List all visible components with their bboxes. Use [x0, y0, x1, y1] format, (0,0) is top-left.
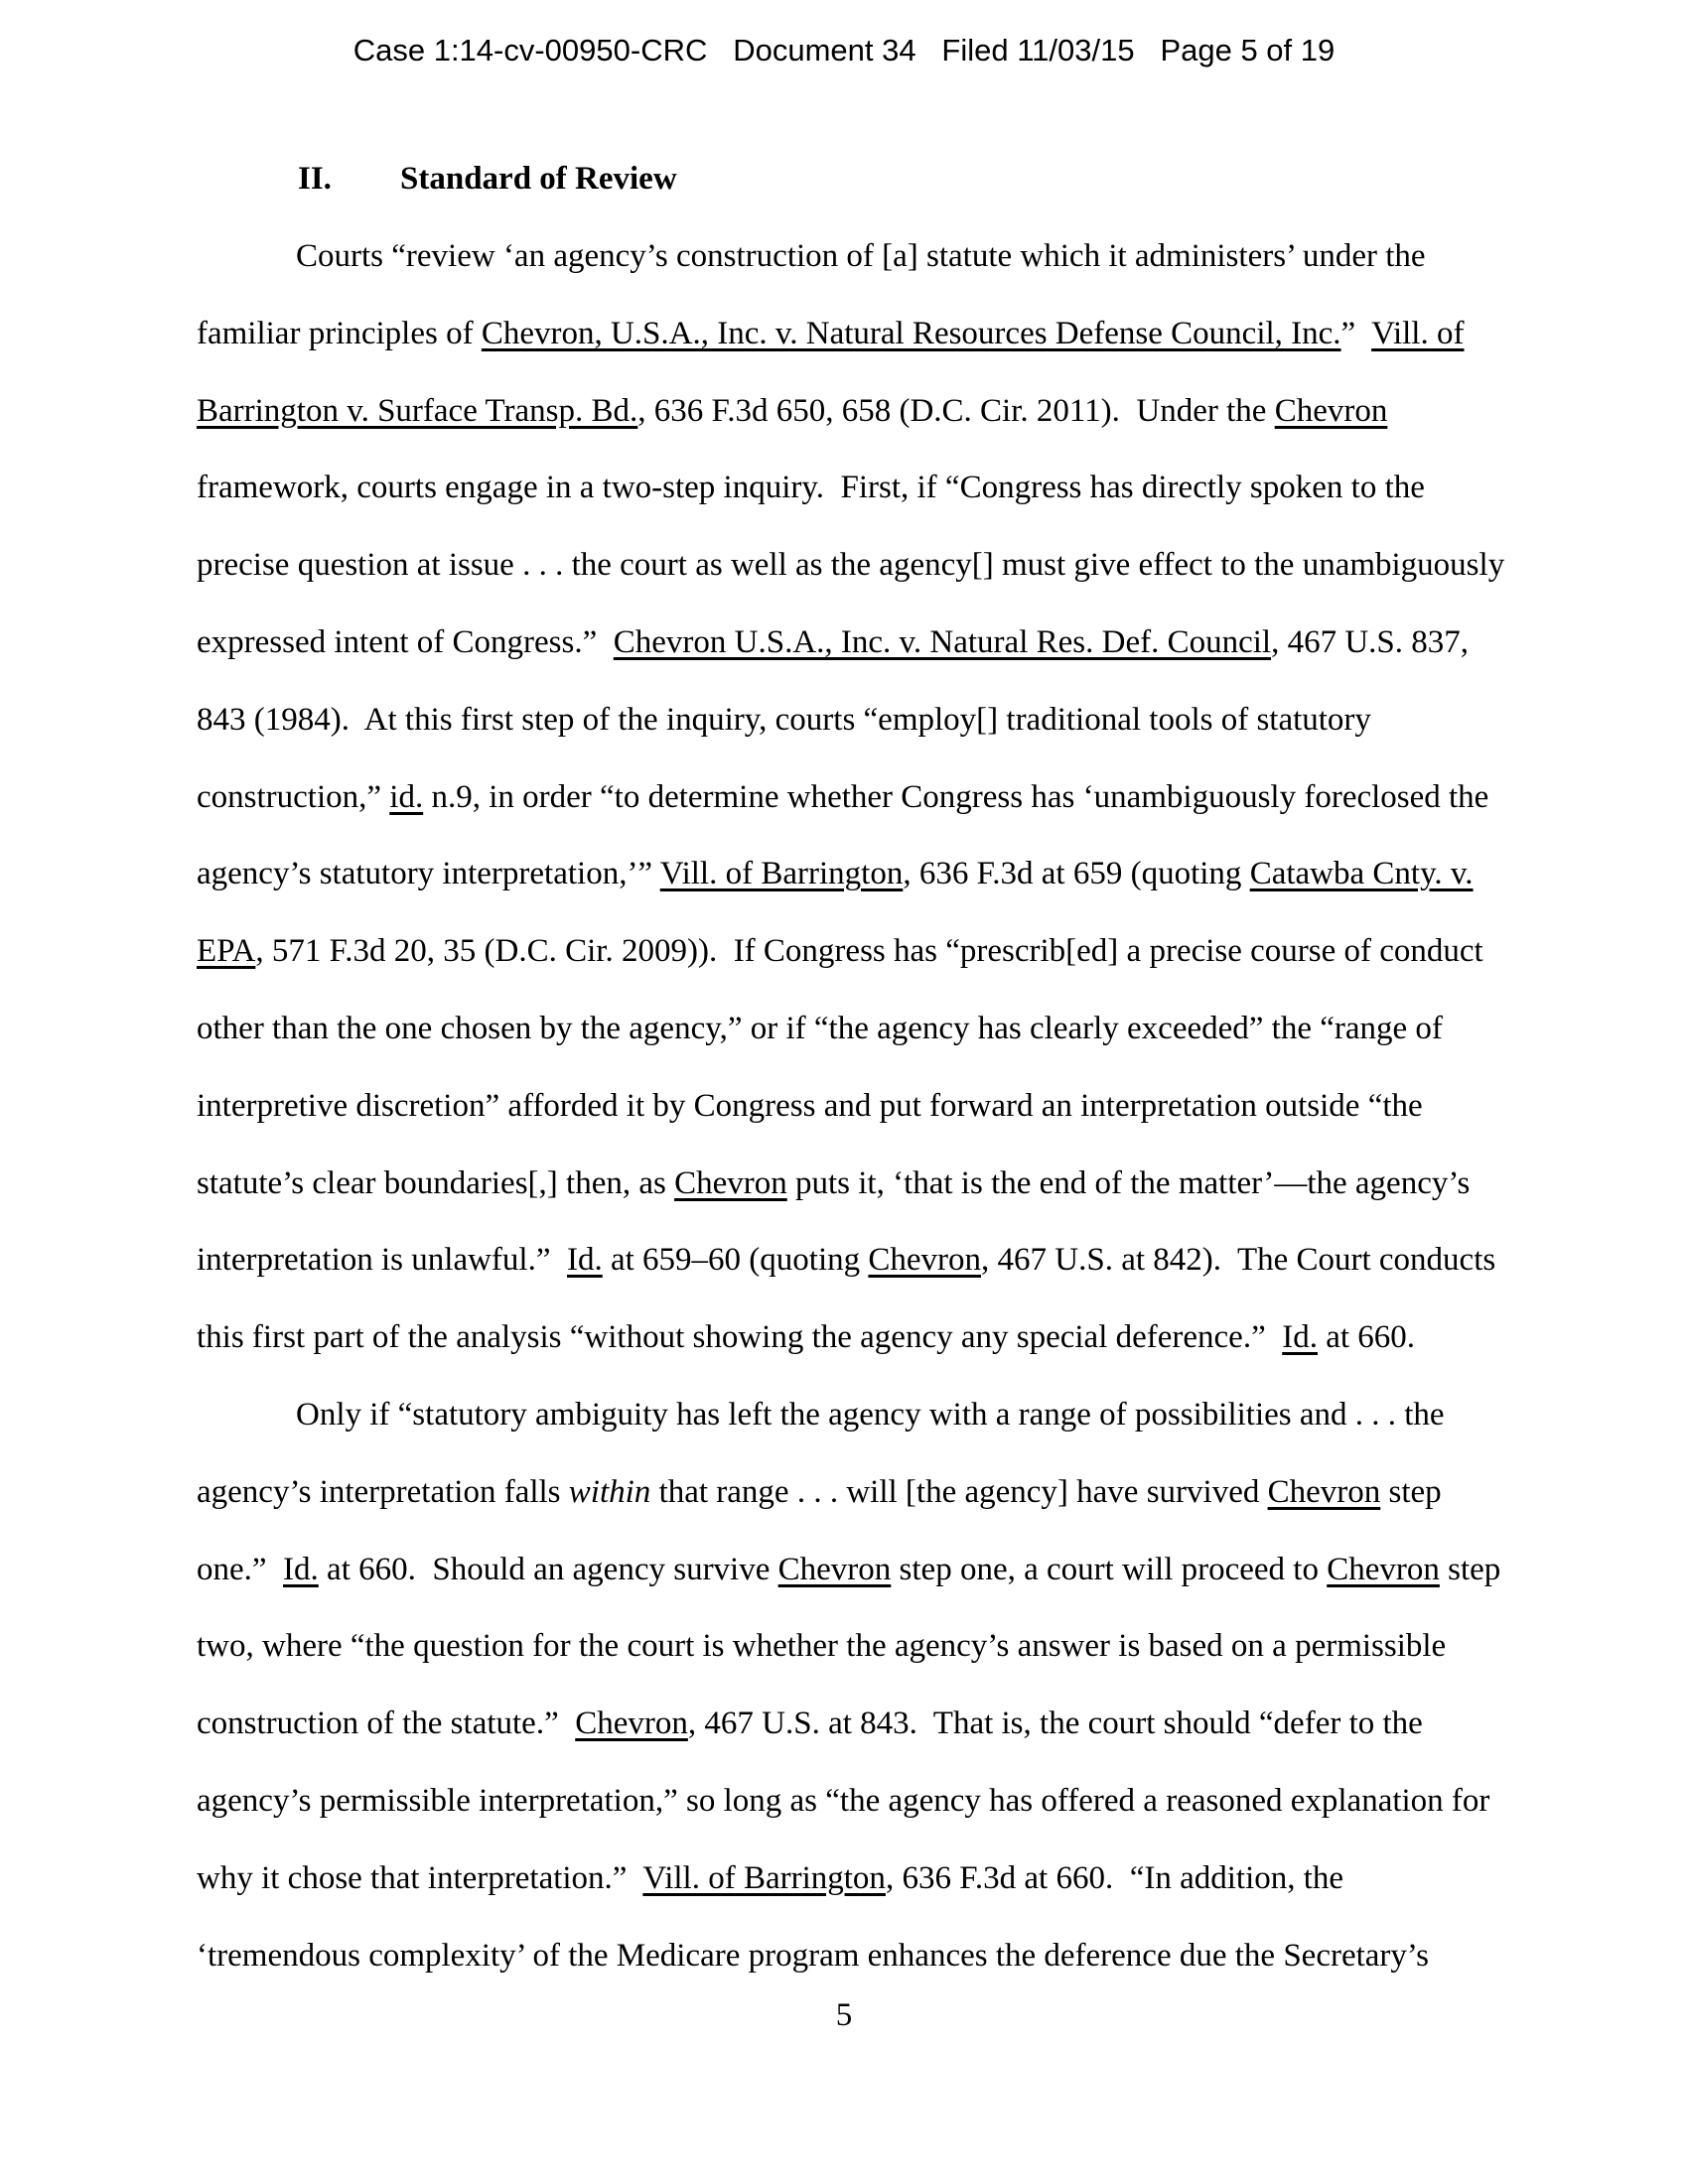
body-text-segment: agency’s permissible interpretation,” so long as “the agency has offered a reasoned explanation for	[197, 1782, 1490, 1819]
body-line	[197, 527, 1587, 605]
body-line	[197, 1532, 1587, 1609]
body-line	[197, 991, 1587, 1068]
section-heading-title: Standard of Review	[400, 161, 677, 197]
body-text-segment: construction of the statute.”	[197, 1706, 576, 1742]
document-body	[197, 218, 1587, 1994]
body-text-segment: one.”	[197, 1551, 284, 1587]
body-text-segment: , 636 F.3d at 659 (quoting	[903, 856, 1250, 892]
citation-underlined: Chevron	[575, 1706, 688, 1742]
body-text-segment: why it chose that interpretation.”	[197, 1859, 643, 1896]
body-text-segment: interpretive discretion” afforded it by Congress and put forward an interpretation outside “the	[197, 1087, 1423, 1124]
body-text-segment: , 571 F.3d 20, 35 (D.C. Cir. 2009)). If Congress has “prescrib[ed] a precise course of conduct	[255, 933, 1483, 970]
body-line	[197, 1686, 1587, 1763]
citation-underlined: Chevron	[868, 1242, 982, 1279]
body-text-segment: at 660. Should an agency survive	[318, 1551, 778, 1587]
case-filing-stamp: Case 1:14-cv-00950-CRC Document 34 Filed 11/03/15 Page 5 of 19	[352, 33, 1336, 68]
body-text-segment: ‘tremendous complexity’ of the Medicare program enhances the deference due the Secretary’s	[197, 1937, 1429, 1974]
citation-underlined: EPA	[197, 933, 256, 970]
body-text-segment: agency’s interpretation falls	[197, 1473, 569, 1510]
body-text-segment: , 636 F.3d at 660. “In addition, the	[885, 1859, 1344, 1896]
body-text-segment: n.9, in order “to determine whether Congress has ‘unambiguously foreclosed the	[423, 778, 1489, 815]
body-line	[197, 218, 1587, 296]
body-line	[197, 1454, 1587, 1532]
body-text-segment: this first part of the analysis “without showing the agency any special deference.”	[197, 1319, 1283, 1356]
body-text-segment: expressed intent of Congress.”	[197, 623, 614, 660]
body-text-segment: , 467 U.S. at 843. That is, the court should “defer to the	[687, 1706, 1423, 1742]
body-text-segment: Only if “statutory ambiguity has left the agency with a range of possibilities and . . . the	[296, 1396, 1445, 1433]
citation-underlined: Catawba Cnty. v.	[1249, 856, 1474, 892]
body-text-segment: , 467 U.S. 837,	[1271, 623, 1470, 660]
body-line	[197, 1068, 1587, 1146]
body-line	[197, 450, 1587, 527]
body-text-segment: that range . . . will [the agency] have survived	[650, 1473, 1268, 1510]
body-text-segment: agency’s statutory interpretation,’”	[197, 856, 660, 892]
body-line	[197, 1222, 1587, 1299]
citation-underlined: Vill. of Barrington	[642, 1859, 886, 1896]
body-line	[197, 1377, 1587, 1454]
citation-underlined: Barrington v. Surface Transp. Bd.	[197, 392, 638, 429]
body-text-segment: , 467 U.S. at 842). The Court conducts	[981, 1242, 1496, 1279]
body-line	[197, 296, 1587, 373]
body-line	[197, 1608, 1587, 1686]
body-line	[197, 1841, 1587, 1918]
citation-underlined: Chevron	[674, 1164, 787, 1201]
citation-underlined: Chevron	[1327, 1551, 1440, 1587]
body-line	[197, 605, 1587, 682]
italic-text: within	[568, 1473, 651, 1510]
citation-underlined: Vill. of Barrington	[659, 856, 904, 892]
body-text-segment: ”	[1340, 315, 1372, 351]
body-text-segment: interpretation is unlawful.”	[197, 1242, 567, 1279]
body-line	[197, 682, 1587, 759]
body-text-segment: other than the one chosen by the agency,” or if “the agency has clearly exceeded” the “range of	[197, 1010, 1443, 1046]
citation-underlined: Chevron	[1274, 392, 1388, 429]
body-text-segment: Courts “review ‘an agency’s construction of [a] statute which it administers’ under the	[296, 238, 1426, 274]
citation-underlined: Chevron	[777, 1551, 892, 1587]
citation-underlined: Chevron, U.S.A., Inc. v. Natural Resources Defense Council, Inc.	[481, 315, 1341, 351]
body-text-segment: construction,”	[197, 778, 390, 815]
body-line	[197, 373, 1587, 451]
body-line	[197, 1763, 1587, 1841]
body-line	[197, 1918, 1587, 1995]
body-line	[197, 759, 1587, 837]
page-number: 5	[835, 1997, 853, 2033]
body-text-segment: statute’s clear boundaries[,] then, as	[197, 1164, 675, 1201]
citation-underlined: Id.	[1282, 1319, 1318, 1356]
body-line	[197, 836, 1587, 913]
body-text-segment: at 659–60 (quoting	[602, 1242, 869, 1279]
body-text-segment: , 636 F.3d 650, 658 (D.C. Cir. 2011). Under the	[637, 392, 1275, 429]
citation-underlined: id.	[389, 778, 424, 815]
body-text-segment: 843 (1984). At this first step of the inquiry, courts “employ[] traditional tools of statutory	[197, 701, 1371, 738]
body-text-segment: framework, courts engage in a two-step inquiry. First, if “Congress has directly spoken to the	[197, 470, 1425, 506]
body-line	[197, 1299, 1587, 1377]
citation-underlined: Chevron U.S.A., Inc. v. Natural Res. Def. Council	[613, 623, 1272, 660]
citation-underlined: Chevron	[1267, 1473, 1381, 1510]
body-text-segment: puts it, ‘that is the end of the matter’—the agency’s	[786, 1164, 1471, 1201]
body-text-segment: precise question at issue . . . the court as well as the agency[] must give effect to the unambiguously	[197, 547, 1505, 584]
citation-underlined: Id.	[283, 1551, 319, 1587]
body-text-segment: familiar principles of	[197, 315, 482, 351]
body-line	[197, 1146, 1587, 1223]
body-text-segment: two, where “the question for the court is whether the agency’s answer is based on a permissible	[197, 1628, 1447, 1665]
body-line	[197, 913, 1587, 991]
citation-underlined: Id.	[566, 1242, 603, 1279]
section-heading-number: II.	[298, 161, 332, 197]
body-text-segment: step	[1439, 1551, 1501, 1587]
citation-underlined: Vill. of	[1371, 315, 1465, 351]
body-text-segment: step	[1380, 1473, 1442, 1510]
body-text-segment: step one, a court will proceed to	[891, 1551, 1328, 1587]
body-text-segment: at 660.	[1317, 1319, 1416, 1356]
